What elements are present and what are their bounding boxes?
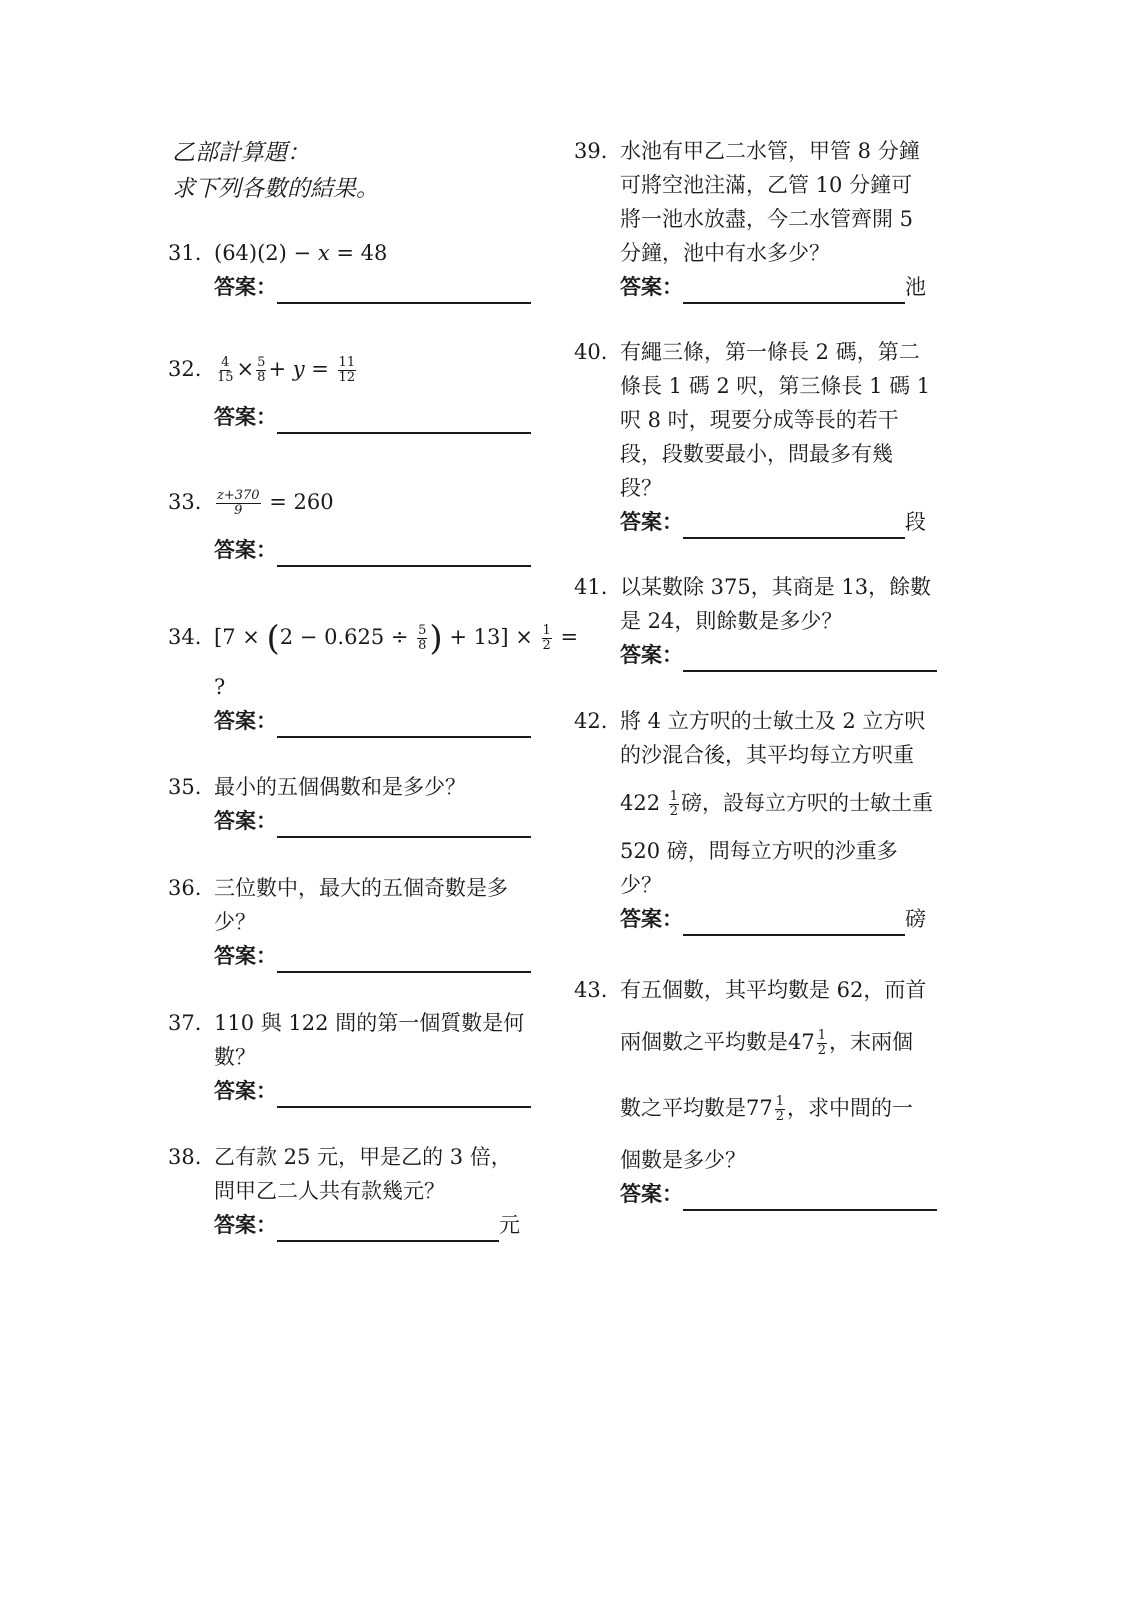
question-text: 將一池水放盡，今二水管齊開 5 (620, 207, 914, 231)
variable: x (317, 241, 330, 265)
question-text: 水池有甲乙二水管，甲管 8 分鐘 (620, 139, 920, 163)
answer-unit: 元 (499, 1213, 520, 1237)
fraction: $\frac{z+370}{9}$ (217, 488, 260, 518)
question-number: 35. (168, 775, 202, 799)
answer-row (214, 533, 531, 567)
answer-blank[interactable] (277, 1214, 499, 1242)
answer-label: 答案： (214, 808, 277, 833)
answer-blank[interactable] (277, 276, 531, 304)
question-text: 的沙混合後，其平均每立方呎重 (620, 743, 914, 767)
question-text: 條長 1 碼 2 呎，第三條長 1 碼 1 (620, 374, 931, 398)
question-text: 段，段數要最小，問最多有幾 (620, 442, 893, 466)
answer-unit: 池 (905, 275, 926, 299)
question-text (214, 485, 531, 519)
question-number: 39. (574, 139, 608, 163)
answer-label: 答案： (620, 509, 683, 534)
answer-label: 答案： (620, 642, 683, 667)
question-number: 41. (574, 575, 608, 599)
answer-row (214, 939, 531, 973)
answer-label: 答案： (214, 1078, 277, 1103)
expr-part: = 260 (262, 490, 334, 514)
question-text (214, 236, 531, 270)
question-text: 將 4 立方呎的士敏土及 2 立方呎 (620, 709, 926, 733)
answer-blank[interactable] (277, 406, 531, 434)
operator: + (268, 357, 293, 381)
question-text: [7 × (2 − 0.625 ÷ $\frac{5}{8}$ ) + 13] × $\frac{1}{2}$ = (214, 618, 579, 659)
answer-row (214, 804, 531, 838)
question-text: 個數是多少？ (620, 1148, 746, 1172)
answer-unit: 段 (905, 510, 926, 534)
question-text: 兩個數之平均數是47 $\frac{1}{2}$ ，末兩個 (620, 1028, 914, 1058)
question-text: 以某數除 375，其商是 13，餘數 (620, 575, 932, 599)
answer-row (620, 270, 926, 304)
expr-part: = 48 (329, 241, 388, 265)
answer-label: 答案： (214, 537, 277, 562)
answer-row (214, 270, 531, 304)
section-heading: 乙部計算題： (172, 140, 310, 166)
answer-blank[interactable] (277, 1080, 531, 1108)
question-number: 36. (168, 876, 202, 900)
question-text: 段？ (620, 476, 662, 500)
answer-label: 答案： (214, 274, 277, 299)
answer-blank[interactable] (683, 644, 937, 672)
answer-blank[interactable] (683, 276, 905, 304)
question-text: 110 與 122 間的第一個質數是何 (214, 1011, 525, 1035)
answer-label: 答案： (214, 943, 277, 968)
answer-blank[interactable] (277, 710, 531, 738)
answer-blank[interactable] (683, 511, 905, 539)
question-text: 問甲乙二人共有款幾元？ (214, 1179, 445, 1203)
section-instruction: 求下列各數的結果。 (172, 176, 379, 202)
answer-row (214, 400, 531, 434)
question-text: 呎 8 吋，現要分成等長的若干 (620, 408, 899, 432)
question-text: 數？ (214, 1045, 256, 1069)
fraction: $\frac{5}{8}$ (257, 355, 266, 385)
fraction: $\frac{1}{2}$ (817, 1028, 827, 1058)
question-text: 是 24，則餘數是多少？ (620, 609, 843, 633)
fraction: $\frac{1}{2}$ (775, 1094, 785, 1124)
answer-row (620, 1177, 937, 1211)
answer-row (214, 704, 578, 738)
question-text: 三位數中，最大的五個奇數是多 (214, 876, 508, 900)
question-number: 43. (574, 978, 608, 1002)
answer-label: 答案： (620, 1181, 683, 1206)
question-number: 42. (574, 709, 608, 733)
answer-blank[interactable] (277, 539, 531, 567)
answer-blank[interactable] (277, 810, 531, 838)
question-number: 34. (168, 625, 202, 649)
answer-row (214, 1074, 531, 1108)
fraction: $\frac{5}{8}$ (418, 623, 427, 653)
question-text: 可將空池注滿，乙管 10 分鐘可 (620, 173, 913, 197)
question-number: 31. (168, 241, 202, 265)
question-number: 38. (168, 1145, 202, 1169)
fraction: $\frac{4}{15}$ (217, 355, 234, 385)
question-text-cont: ? (214, 675, 226, 699)
question-number: 37. (168, 1011, 202, 1035)
answer-row (620, 505, 930, 539)
operator: × (236, 357, 255, 381)
question-number: 32. (168, 357, 202, 381)
fraction: $\frac{1}{2}$ (669, 789, 679, 819)
answer-row (620, 638, 937, 672)
answer-label: 答案： (620, 274, 683, 299)
answer-blank[interactable] (683, 908, 905, 936)
question-text: 少？ (620, 873, 662, 897)
question-text: 乙有款 25 元，甲是乙的 3 倍， (214, 1145, 512, 1169)
question-text: 最小的五個偶數和是多少？ (214, 775, 466, 799)
question-text: 數之平均數是77 $\frac{1}{2}$ ，求中間的一 (620, 1094, 914, 1124)
expr-part: (64)(2) − (214, 241, 318, 265)
answer-blank[interactable] (277, 945, 531, 973)
question-text: 有繩三條，第一條長 2 碼，第二 (620, 340, 920, 364)
answer-label: 答案： (214, 1212, 277, 1237)
question-number: 33. (168, 490, 202, 514)
operator: = (304, 357, 336, 381)
fraction: $\frac{1}{2}$ (542, 623, 551, 653)
answer-label: 答案： (214, 708, 277, 733)
question-text: 少？ (214, 910, 256, 934)
answer-label: 答案： (214, 404, 277, 429)
answer-blank[interactable] (683, 1183, 937, 1211)
question-text: 分鐘，池中有水多少？ (620, 241, 830, 265)
question-text (214, 352, 531, 386)
question-number: 40. (574, 340, 608, 364)
variable: y (292, 357, 305, 381)
answer-row (620, 902, 933, 936)
answer-unit: 磅 (905, 907, 926, 931)
question-text: 422 $\frac{1}{2}$ 磅，設每立方呎的士敏土重 (620, 789, 934, 819)
answer-label: 答案： (620, 906, 683, 931)
question-text: 520 磅，問每立方呎的沙重多 (620, 839, 898, 863)
answer-row (214, 1208, 520, 1242)
question-text: 有五個數，其平均數是 62，而首 (620, 978, 927, 1002)
fraction: $\frac{11}{12}$ (338, 355, 356, 385)
